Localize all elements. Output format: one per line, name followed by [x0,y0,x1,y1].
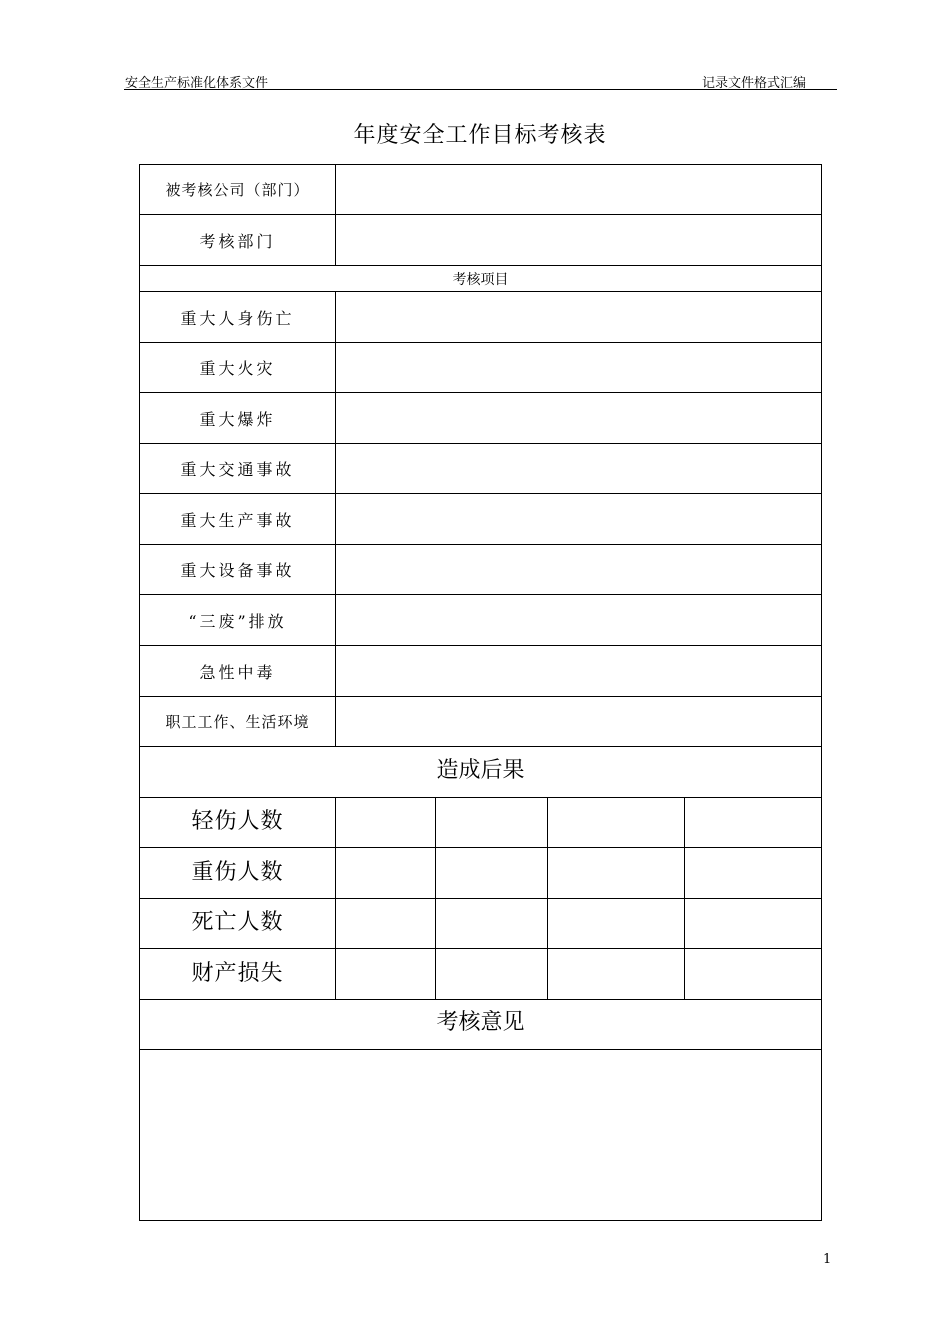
header-divider [124,89,837,90]
item-value-cell[interactable] [336,697,822,747]
consequence-cell[interactable] [436,848,548,899]
consequence-row [140,949,822,1000]
consequence-cell[interactable] [685,899,822,949]
consequence-cell[interactable] [336,848,436,899]
item-row [140,292,822,343]
item-label: 重大爆炸 [140,393,336,444]
consequences-header: 造成后果 [140,747,822,798]
items-header: 考核项目 [140,266,822,292]
opinion-header-row [140,1000,822,1050]
consequence-cell[interactable] [548,899,685,949]
item-value-cell[interactable] [336,343,822,393]
consequence-cell[interactable] [548,949,685,1000]
opinion-header: 考核意见 [140,1000,822,1050]
item-row [140,494,822,545]
consequence-cell[interactable] [336,798,436,848]
consequence-row [140,798,822,848]
dept-value-cell[interactable] [336,215,822,266]
item-label: 重大人身伤亡 [140,292,336,343]
item-label: 重大设备事故 [140,545,336,595]
consequence-label: 财产损失 [140,949,336,1000]
item-label: 重大火灾 [140,343,336,393]
page-title: 年度安全工作目标考核表 [353,123,607,148]
consequence-cell[interactable] [436,798,548,848]
item-value-cell[interactable] [336,494,822,545]
consequence-cell[interactable] [685,798,822,848]
item-label: 重大交通事故 [140,444,336,494]
dept-row [140,215,822,266]
item-value-cell[interactable] [336,292,822,343]
consequence-row [140,848,822,899]
opinion-value-cell[interactable] [140,1050,822,1221]
consequence-label: 轻伤人数 [140,798,336,848]
consequence-cell[interactable] [436,899,548,949]
item-label: 重大生产事故 [140,494,336,545]
header-right-text: 记录文件格式汇编 [702,76,807,91]
consequence-cell[interactable] [548,848,685,899]
consequence-cell[interactable] [685,949,822,1000]
consequence-row [140,899,822,949]
consequence-cell[interactable] [436,949,548,1000]
consequence-cell[interactable] [336,949,436,1000]
item-value-cell[interactable] [336,646,822,697]
item-row [140,343,822,393]
item-label: “三废”排放 [140,595,336,646]
page-number: 1 [823,1252,832,1267]
company-row [140,165,822,215]
item-label: 急性中毒 [140,646,336,697]
consequence-cell[interactable] [685,848,822,899]
consequence-label: 死亡人数 [140,899,336,949]
item-value-cell[interactable] [336,595,822,646]
item-row [140,697,822,747]
item-row [140,595,822,646]
company-value-cell[interactable] [336,165,822,215]
item-row [140,444,822,494]
items-header-row [140,266,822,292]
opinion-row [140,1050,822,1221]
assessment-table [139,164,822,1221]
item-value-cell[interactable] [336,545,822,595]
consequence-label: 重伤人数 [140,848,336,899]
header-left-text: 安全生产标准化体系文件 [125,76,269,91]
consequence-cell[interactable] [336,899,436,949]
consequence-cell[interactable] [548,798,685,848]
item-value-cell[interactable] [336,393,822,444]
item-row [140,646,822,697]
item-row [140,393,822,444]
item-value-cell[interactable] [336,444,822,494]
dept-label: 考核部门 [140,215,336,266]
company-label: 被考核公司（部门） [140,165,336,215]
item-label: 职工工作、生活环境 [140,697,336,747]
item-row [140,545,822,595]
consequences-header-row [140,747,822,798]
